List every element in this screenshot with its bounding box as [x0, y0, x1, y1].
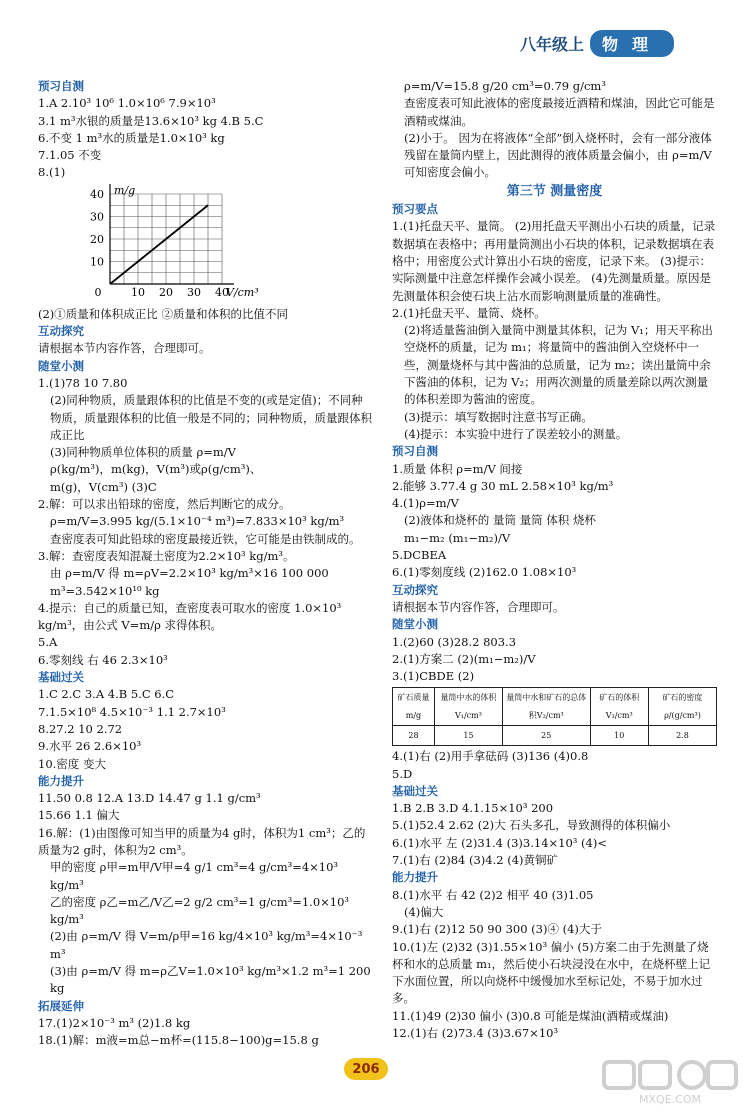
- section-heading: 基础过关: [392, 783, 438, 798]
- answer-line: 6.(1)水平 左 (2)31.4 (3)3.14×10³ (4)<: [392, 835, 607, 850]
- data-series-line: [110, 205, 208, 284]
- answer-line: 由 ρ=m/V 得 m=ρV=2.2×10³ kg/m³×16 100 000 m³=3.542×10¹⁰ kg: [50, 566, 329, 598]
- answer-line: 8.27.2 10 2.72: [38, 721, 123, 736]
- ore-density-table: [392, 687, 717, 746]
- section-heading: 预习自测: [38, 79, 84, 93]
- y-tick-label: 20: [90, 232, 104, 246]
- answer-line: 7.1.05 不变: [38, 148, 102, 163]
- left-column: [38, 78, 373, 1050]
- answer-line: 8.(1)水平 右 42 (2)2 相平 40 (3)1.05: [392, 887, 594, 902]
- answer-line: (2)将适量酱油倒入量筒中测量其体积，记为 V₁；用天平称出空烧杯的质量，记为 m₁；将量筒中的酱油倒入空烧杯中一些，测量烧杯与其中酱油的总质量，记为 m₂；读出量筒中余下酱油的体积，记为 V₂；用两次测量的质量差除以两次测量的体积差即为酱油的密度。: [404, 323, 713, 407]
- y-tick-label: 30: [90, 210, 104, 224]
- x-tick-label: 40: [215, 285, 229, 299]
- page-number: 206: [344, 1058, 388, 1080]
- answer-line: (3)同种物质单位体积的质量 ρ=m/V: [50, 445, 236, 460]
- answer-line: 7.1.5×10⁸ 4.5×10⁻³ 1.1 2.7×10³: [38, 704, 226, 719]
- x-axis-label: V/cm³: [226, 285, 259, 299]
- answer-line: (4)提示：本实验中进行了误差较小的测量。: [404, 426, 628, 441]
- answer-line: 5.D: [392, 766, 413, 781]
- watermark-logo: [600, 1058, 740, 1106]
- answer-line: 9.(1)右 (2)12 50 90 300 (3)④ (4)大于: [392, 922, 602, 937]
- answer-line: m(g)，V(cm³) (3)C: [50, 479, 157, 494]
- table-cell: 10: [590, 725, 648, 745]
- answer-line: 2.能够 3.77.4 g 30 mL 2.58×10³ kg/m³: [392, 478, 614, 493]
- answer-line: ρ=m/V=15.8 g/20 cm³=0.79 g/cm³: [404, 79, 606, 93]
- answer-line: 10.密度 变大: [38, 756, 106, 771]
- subject-badge: 物理: [590, 30, 674, 57]
- answer-line: 12.(1)右 (2)73.4 (3)3.67×10³: [392, 1026, 559, 1041]
- answer-line: 1.(1)托盘天平、量筒。 (2)用托盘天平测出小石块的质量，记录数据填在表格中；再用量筒测出小石块的体积，记录数据填在表格中；用密度公式计算出小石块的密度，记录下来。 (3)提示：实际测量中注意怎样操作会减小误差。 (4)先测量质量。原因是先测量体积会使石块上沾水而影响测量质量的准确性。: [392, 219, 716, 303]
- answer-line: 6.不变 1 m³水的质量是1.0×10³ kg: [38, 130, 225, 145]
- answer-line: 5.A: [38, 635, 58, 650]
- section-heading: 互动探究: [392, 582, 438, 597]
- answer-line: (2)同种物质，质量跟体积的比值是不变的(或是定值)；不同种物质，质量跟体积的比值一般是不同的；同种物质，质量跟体积成正比: [50, 393, 372, 442]
- section-heading: 拓展延伸: [38, 998, 84, 1013]
- answer-line: 3.解：查密度表知混凝土密度为2.2×10³ kg/m³。: [38, 548, 295, 563]
- section-heading: 预习自测: [392, 444, 438, 459]
- answer-line: (2)①质量和体积成正比 ②质量和体积的比值不同: [38, 306, 288, 321]
- answer-line: 查密度表可知此液体的密度最接近酒精和煤油，因此它可能是酒精或煤油。: [404, 96, 715, 128]
- table-cell: 25: [502, 725, 590, 745]
- answer-line: 16.解：(1)由图像可知当甲的质量为4 g时，体积为1 cm³；乙的质量为2 g时，体积为2 cm³。: [38, 825, 366, 857]
- answer-line: 4.(1)右 (2)用手拿砝码 (3)136 (4)0.8: [392, 749, 589, 764]
- answer-line: (2)由 ρ=m/V 得 V=m/ρ甲=16 kg/4×10³ kg/m³=4×10⁻³ m³: [50, 929, 363, 961]
- answer-line: 乙的密度 ρ乙=m乙/V乙=2 g/2 cm³=1 g/cm³=1.0×10³ kg/m³: [50, 894, 350, 927]
- answer-line: 5.DCBEA: [392, 548, 447, 563]
- section-heading: 能力提升: [392, 870, 438, 885]
- answer-line: (2)小于。 因为在将液体“全部”倒入烧杯时，会有一部分液体残留在量筒内壁上，因此测得的液体质量会偏小，由 ρ=m/V 可知密度会偏小。: [404, 130, 712, 180]
- answer-line: 1.B 2.B 3.D 4.1.15×10³ 200: [392, 801, 554, 816]
- table-cell: 28: [393, 725, 435, 745]
- answer-line: 6.零刻线 右 46 2.3×10³: [38, 652, 168, 667]
- answer-line: 7.(1)右 (2)84 (3)4.2 (4)黄铜矿: [392, 853, 559, 868]
- svg-text:MXQE.COM: MXQE.COM: [639, 1093, 701, 1106]
- answer-line: (3)由 ρ=m/V 得 m=ρ乙V=1.0×10³ kg/m³×1.2 m³=1 200 kg: [50, 964, 371, 996]
- y-tick-label: 40: [90, 187, 104, 201]
- section-heading: 随堂小测: [392, 617, 438, 632]
- answer-line: 2.(1)方案二 (2)(m₁−m₂)/V: [392, 651, 536, 666]
- answer-line: 15.66 1.1 偏大: [38, 808, 120, 823]
- answer-line: 2.(1)托盘天平、量筒、烧杯。: [392, 305, 546, 320]
- answer-line: 4.(1)ρ=m/V: [392, 496, 459, 511]
- answer-line: 11.50 0.8 12.A 13.D 14.47 g 1.1 g/cm³: [38, 791, 261, 806]
- section-title: 第三节 测量密度: [506, 183, 603, 199]
- answer-line: 查密度表可知此铅球的密度最接近铁，它可能是由铁制成的。: [50, 531, 361, 546]
- y-axis-label: m/g: [114, 183, 136, 197]
- answer-line: 10.(1)左 (2)32 (3)1.55×10³ 偏小 (5)方案二由于先测量了烧杯和水的总质量 m₁，然后使小石块浸没在水中，在烧杯壁上记下水面位置，所以向烧杯中缓慢加水至标记处，不易于加水过多。: [392, 939, 711, 1006]
- x-tick-label: 20: [159, 285, 173, 299]
- table-header-cell: 量筒中水和矿石的总体积V₂/cm³: [502, 688, 590, 726]
- section-heading: 预习要点: [392, 202, 438, 217]
- answer-line: 1.C 2.C 3.A 4.B 5.C 6.C: [38, 687, 175, 702]
- table-row: [393, 725, 717, 745]
- section-heading: 基础过关: [38, 670, 84, 685]
- y-tick-label: 10: [90, 255, 104, 269]
- x-tick-label: 10: [131, 285, 145, 299]
- answer-line: 1.(2)60 (3)28.2 803.3: [392, 634, 517, 649]
- answer-line: 17.(1)2×10⁻³ m³ (2)1.8 kg: [38, 1015, 191, 1030]
- mass-volume-chart: [38, 184, 373, 304]
- answer-line: 1.(1)78 10 7.80: [38, 375, 128, 390]
- table-header-cell: 量筒中水的体积V₁/cm³: [434, 688, 502, 726]
- section-heading: 能力提升: [38, 773, 84, 788]
- table-header-cell: 矿石质量m/g: [393, 688, 435, 726]
- table-cell: 2.8: [648, 725, 716, 745]
- answer-line: ρ(kg/m³)，m(kg)，V(m³)或ρ(g/cm³)、: [50, 462, 262, 477]
- table-header-cell: 矿石的体积V₃/cm³: [590, 688, 648, 726]
- answer-line: 请根据本节内容作答，合理即可。: [392, 599, 565, 614]
- answer-line: 请根据本节内容作答，合理即可。: [38, 341, 211, 356]
- answer-line: 5.(1)52.4 2.62 (2)大 石头多孔，导致测得的体积偏小: [392, 818, 671, 833]
- answer-line: m₁−m₂ (m₁−m₂)/V: [404, 530, 511, 545]
- answer-line: 1.质量 体积 ρ=m/V 间接: [392, 461, 523, 476]
- answer-line: 1.A 2.10³ 10⁶ 1.0×10⁶ 7.9×10³: [38, 96, 216, 111]
- answer-line: 甲的密度 ρ甲=m甲/V甲=4 g/1 cm³=4 g/cm³=4×10³ kg/m³: [50, 860, 339, 892]
- answer-line: 18.(1)解：m液=m总−m杯=(115.8−100)g=15.8 g: [38, 1033, 319, 1048]
- answer-line: 4.提示：自己的质量已知，查密度表可取水的密度 1.0×10³ kg/m³，由公式 V=m/ρ 求得体积。: [38, 600, 342, 633]
- answer-line: 2.解：可以求出铅球的密度，然后判断它的成分。: [38, 497, 291, 512]
- answer-line: ρ=m/V=3.995 kg/(5.1×10⁻⁴ m³)=7.833×10³ kg/m³: [50, 514, 345, 529]
- section-heading: 互动探究: [38, 324, 84, 339]
- right-column: [392, 78, 717, 1042]
- chart-svg: [38, 184, 268, 304]
- answer-line: (3)提示：填写数据时注意书写正确。: [404, 409, 593, 424]
- answer-line: 9.水平 26 2.6×10³: [38, 739, 142, 754]
- origin-label: 0: [94, 285, 102, 299]
- answer-line: 6.(1)零刻度线 (2)162.0 1.08×10³: [392, 565, 577, 580]
- answer-line: 3.(1)CBDE (2): [392, 669, 475, 684]
- page-header: [520, 30, 674, 56]
- section-heading: 随堂小测: [38, 358, 84, 373]
- answer-line: 11.(1)49 (2)30 偏小 (3)0.8 可能是煤油(酒精或煤油): [392, 1008, 669, 1023]
- table-header-row: [393, 688, 717, 726]
- answer-line: 8.(1): [38, 165, 66, 180]
- answer-line: (4)偏大: [404, 904, 444, 919]
- table-cell: 15: [434, 725, 502, 745]
- grade-label: 八年级上: [520, 34, 585, 54]
- x-tick-label: 30: [187, 285, 201, 299]
- answer-line: 3.1 m³水银的质量是13.6×10³ kg 4.B 5.C: [38, 113, 264, 128]
- table-header-cell: 矿石的密度ρ/(g/cm³): [648, 688, 716, 726]
- answer-line: (2)液体和烧杯的 量筒 量筒 体积 烧杯: [404, 513, 596, 528]
